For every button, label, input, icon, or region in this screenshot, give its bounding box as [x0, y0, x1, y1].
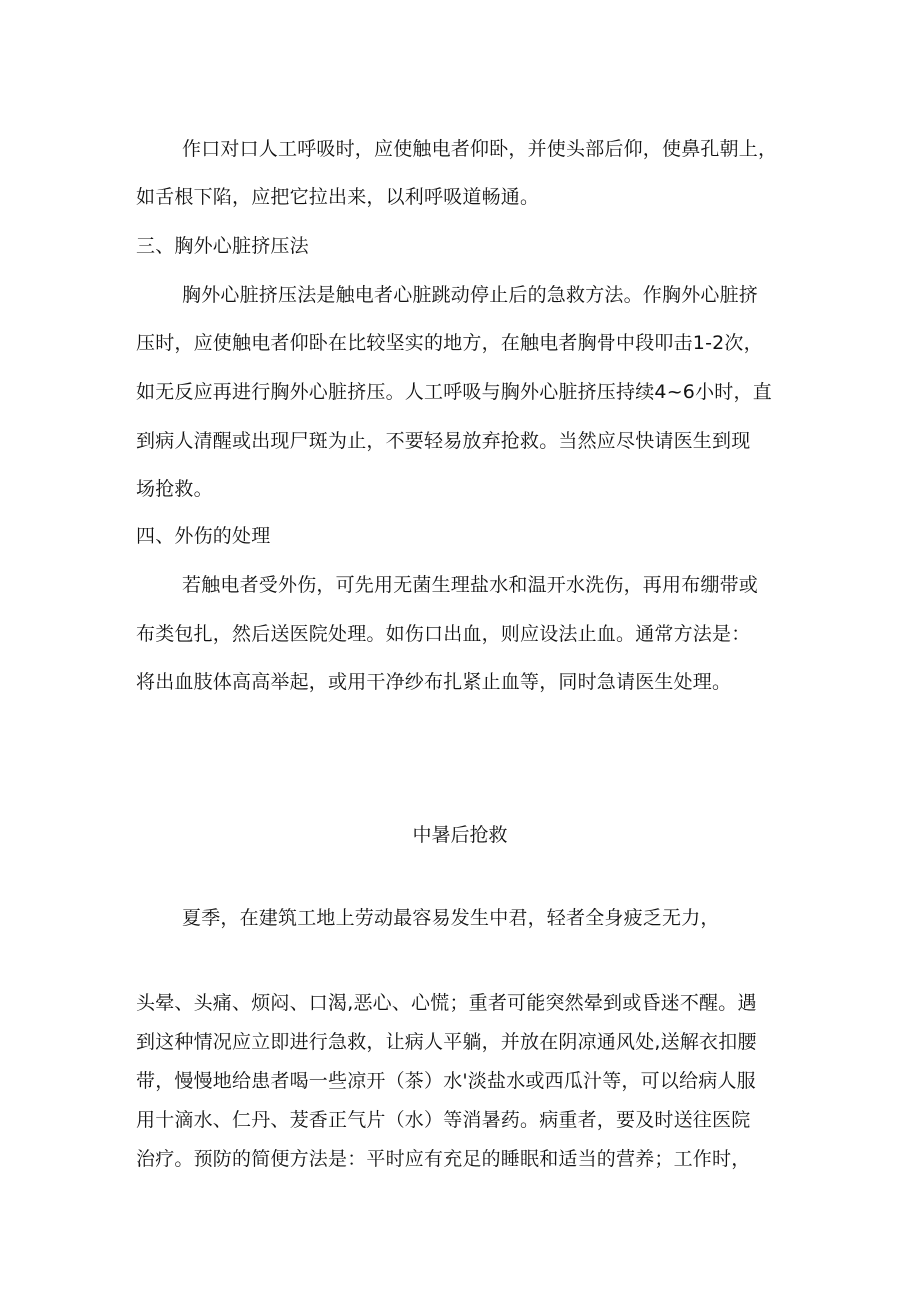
heatstroke-paragraph-line-2: 到这种情况应立即进行急救，让病人平躺，并放在阴凉通风处,送解衣扣腰	[136, 1031, 757, 1053]
section-heading-4: 四、外伤的处理	[136, 525, 271, 547]
paragraph-2-line-3: 如无反应再进行胸外心脏挤压。人工呼吸与胸外心脏挤压持续4~6小时，直	[136, 381, 772, 403]
section-heading-3: 三、胸外心脏挤压法	[136, 235, 309, 257]
paragraph-1-line-2: 如舌根下陷，应把它拉出来，以利呼吸道畅通。	[136, 186, 540, 208]
heatstroke-paragraph-line-4: 用十滴水、仁丹、茇香正气片（水）等消暑药。病重者，要及时送往医院	[136, 1109, 751, 1131]
heatstroke-intro-line: 夏季，在建筑工地上劳动最容易发生中君，轻者全身疲乏无力，	[182, 907, 720, 929]
paragraph-3-line-2: 布类包扎，然后送医院处理。如伤口出血，则应设法止血。通常方法是：	[136, 623, 751, 645]
paragraph-2-line-2: 压时，应使触电者仰卧在比较坚实的地方，在触电者胸骨中段叩击1-2次，	[136, 332, 763, 354]
paragraph-2-line-5: 场抢救。	[136, 478, 213, 500]
heatstroke-paragraph-line-1: 头晕、头痛、烦闷、口渴,恶心、心慌；重者可能突然晕到或昏迷不醒。遇	[136, 992, 757, 1014]
paragraph-3-line-1: 若触电者受外伤，可先用无菌生理盐水和温开水洗伤，再用布绷带或	[182, 574, 759, 596]
section-title-heatstroke: 中暑后抢救	[412, 824, 508, 846]
heatstroke-paragraph-line-5: 治疗。预防的简便方法是：平时应有充足的睡眠和适当的营养；工作时，	[136, 1148, 751, 1170]
paragraph-1-line-1: 作口对口人工呼吸时，应使触电者仰卧，并使头部后仰，使鼻孔朝上，	[182, 138, 778, 160]
paragraph-2-line-4: 到病人清醒或出现尸斑为止，不要轻易放弃抢救。当然应尽快请医生到现	[136, 430, 751, 452]
paragraph-3-line-3: 将出血肢体高高举起，或用干净纱布扎紧止血等，同时急请医生处理。	[136, 671, 732, 693]
heatstroke-paragraph-line-3: 带，慢慢地给患者喝一些凉开（茶）水'淡盐水或西瓜汁等，可以给病人服	[136, 1070, 756, 1092]
paragraph-2-line-1: 胸外心脏挤压法是触电者心脏跳动停止后的急救方法。作胸外心脏挤	[182, 284, 759, 306]
